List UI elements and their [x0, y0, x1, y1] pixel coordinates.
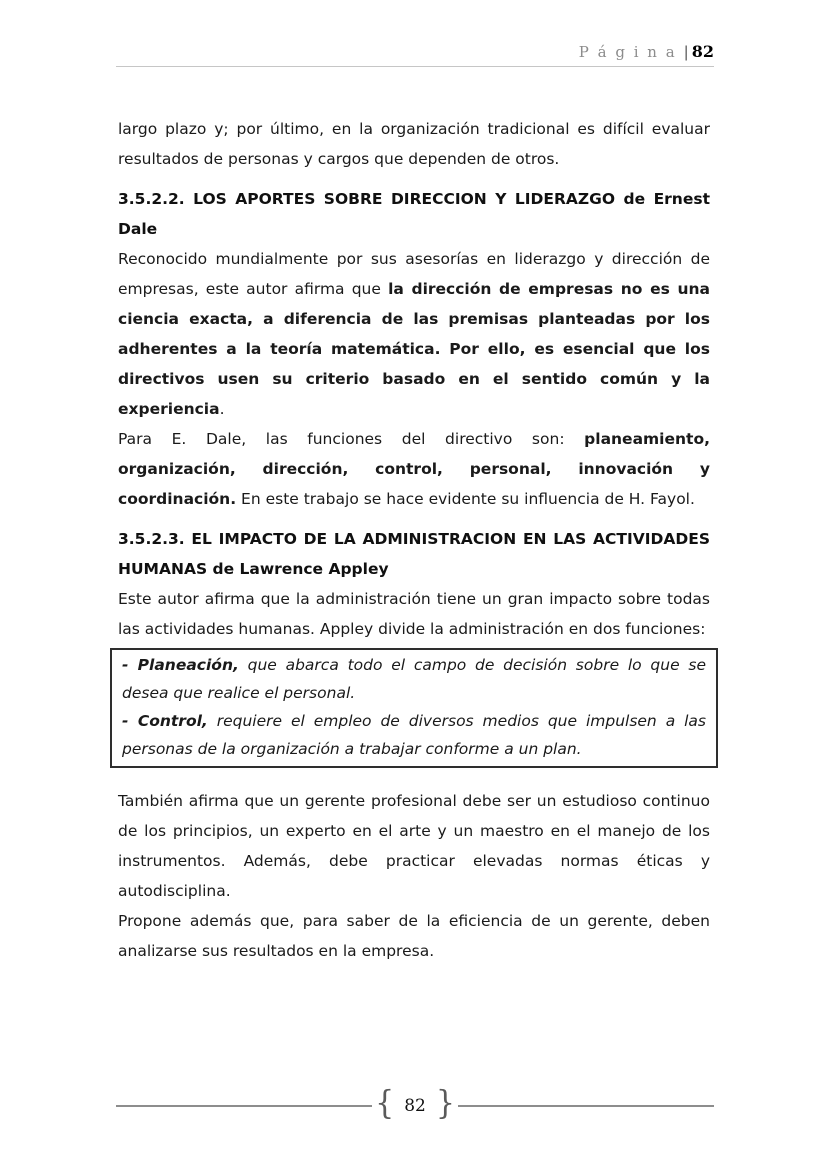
header-page-number: 82: [691, 42, 714, 61]
section-heading-appley-text: 3.5.2.3. EL IMPACTO DE LA ADMINISTRACION EN LAS ACTIVIDADES HUMANAS de Lawrence Appley: [118, 530, 710, 578]
dale-claim-normal: Reconocido mundialmente por sus asesorías en liderazgo y dirección de empresas, este autor afirma que: [118, 250, 710, 298]
footer-page-number: 82: [404, 1095, 426, 1116]
footer-left-bracket: {: [375, 1084, 395, 1123]
document-body: [118, 114, 710, 966]
dale-functions-normal: Para E. Dale, las funciones del directivo son:: [118, 430, 585, 448]
page-header: [116, 42, 714, 67]
dale-functions-bold: planeamiento, organización, dirección, control, personal, innovación y coordinación.: [118, 430, 710, 508]
paragraph-intro-text: largo plazo y; por último, en la organización tradicional es difícil evaluar resultados de personas y cargos que dependen de otros.: [118, 120, 710, 168]
section-heading-appley: [118, 524, 710, 584]
appley-intro-text: Este autor afirma que la administración tiene un gran impacto sobre todas las actividades humanas. Appley divide la administración en dos funciones:: [118, 590, 710, 638]
box-item-control-rest: requiere el empleo de diversos medios que impulsen a las personas de la organización a trabajar conforme a un plan.: [122, 712, 706, 758]
page-footer: [116, 1084, 714, 1123]
paragraph-propone: [118, 906, 710, 966]
box-item-planeacion: [122, 651, 706, 707]
box-item-control: [122, 707, 706, 763]
paragraph-gerente: [118, 786, 710, 906]
paragraph-dale-claim: [118, 244, 710, 424]
box-item-planeacion-rest: que abarca todo el campo de decisión sobre lo que se desea que realice el personal.: [122, 656, 706, 702]
header-separator: |: [683, 43, 689, 61]
footer-right-bracket: }: [435, 1084, 455, 1123]
header-page-label: P á g i n a: [578, 43, 677, 61]
paragraph-propone-text: Propone además que, para saber de la eficiencia de un gerente, deben analizarse sus resultados en la empresa.: [118, 912, 710, 960]
dale-claim-period: .: [219, 400, 225, 418]
paragraph-intro: [118, 114, 710, 174]
section-heading-dale: [118, 184, 710, 244]
box-item-planeacion-lead: - Planeación,: [122, 656, 239, 674]
footer-rule-left: [116, 1105, 372, 1107]
box-item-control-lead: - Control,: [122, 712, 208, 730]
paragraph-gerente-text: También afirma que un gerente profesional debe ser un estudioso continuo de los principios, un experto en el arte y un maestro en el manejo de los instrumentos. Además, debe practicar elevadas normas éticas y autodisciplina.: [118, 792, 710, 900]
functions-box: [110, 648, 718, 768]
dale-claim-bold: la dirección de empresas no es una ciencia exacta, a diferencia de las premisas planteadas por los adherentes a la teoría matemática. Por ello, es esencial que los directivos usen su criterio basado en el sentido común y la experiencia: [118, 280, 710, 418]
section-heading-dale-text: 3.5.2.2. LOS APORTES SOBRE DIRECCION Y LIDERAZGO de Ernest Dale: [118, 190, 710, 238]
paragraph-dale-functions: [118, 424, 710, 514]
paragraph-appley-intro: [118, 584, 710, 644]
footer-rule-right: [458, 1105, 714, 1107]
dale-functions-tail: En este trabajo se hace evidente su influencia de H. Fayol.: [236, 490, 695, 508]
